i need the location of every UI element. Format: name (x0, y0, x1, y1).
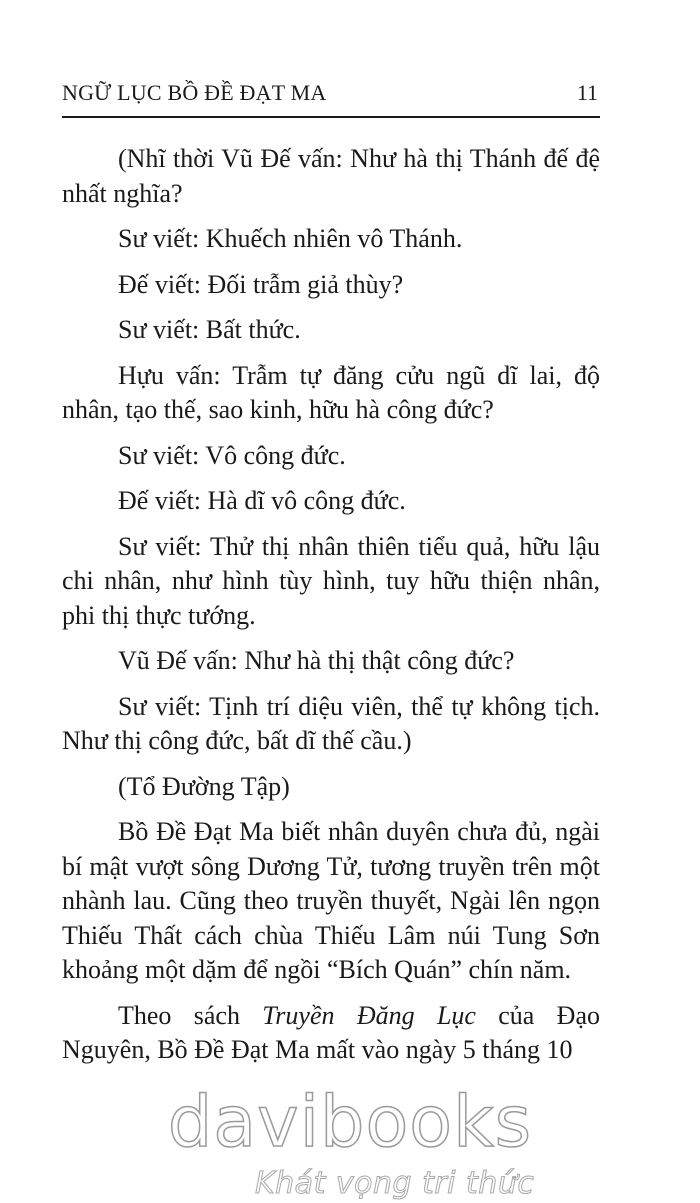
book-title-italic: Truyền Đăng Lục (262, 1000, 476, 1030)
page-body (62, 142, 600, 1068)
publisher-watermark (0, 1082, 700, 1203)
paragraph: Sư viết: Thử thị nhân thiên tiểu quả, hữu lậu chi nhân, như hình tùy hình, tuy hữu thiện nhân, phi thị thực tướng. (62, 531, 600, 630)
book-title-header: NGỮ LỤC BỒ ĐỀ ĐẠT MA (62, 80, 327, 105)
paragraph: Sư viết: Khuếch nhiên vô Thánh. (118, 224, 463, 253)
running-header (62, 78, 598, 116)
paragraph: Hựu vấn: Trẫm tự đăng cửu ngũ dĩ lai, độ nhân, tạo thế, sao kinh, hữu hà công đức? (62, 360, 600, 424)
watermark-tagline: Khát vọng tri thức (255, 1166, 535, 1201)
paragraph: Đế viết: Hà dĩ vô công đức. (118, 486, 406, 515)
paragraph: Sư viết: Tịnh trí diệu viên, thể tự không tịch. Như thị công đức, bất dĩ thế cầu.) (62, 691, 600, 755)
watermark-brand: davibooks (167, 1081, 533, 1163)
paragraph: Sư viết: Vô công đức. (118, 440, 346, 470)
paragraph: (Nhĩ thời Vũ Đế vấn: Như hà thị Thánh đế đệ nhất nghĩa? (62, 144, 600, 208)
paragraph-text-before: Theo sách (118, 1000, 263, 1030)
paragraph: Bồ Đề Đạt Ma biết nhân duyên chưa đủ, ngài bí mật vượt sông Dương Tử, tương truyền trên một nhành lau. Cũng theo truyền thuyết, Ngài lên ngọn Thiếu Thất cách chùa Thiếu Lâm núi Tung Sơn khoảng một dặm để ngồi “Bích Quán” chín năm. (62, 817, 600, 984)
page-number: 11 (576, 80, 598, 105)
header-rule (62, 116, 600, 118)
paragraph: Sư viết: Bất thức. (118, 315, 301, 344)
citation-paragraph: (Tổ Đường Tập) (118, 771, 290, 801)
paragraph-text-after: của Đạo Nguyên, Bồ Đề Đạt Ma mất vào ngày 5 tháng 10 (62, 1000, 600, 1064)
paragraph: Đế viết: Đối trẫm giả thùy? (118, 269, 404, 299)
paragraph: Vũ Đế vấn: Như hà thị thật công đức? (118, 646, 515, 675)
paragraph-with-book-title (62, 999, 600, 1068)
